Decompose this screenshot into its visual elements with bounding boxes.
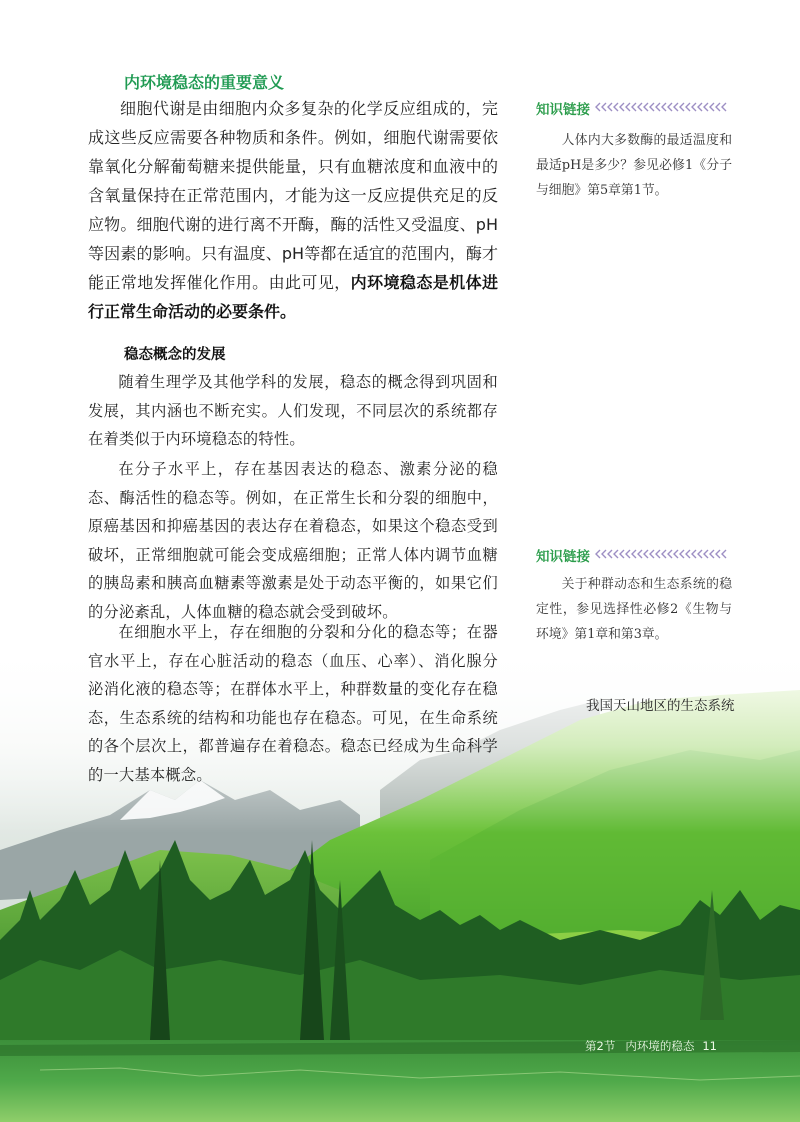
knowledge-link-text: 关于种群动态和生态系统的稳定性，参见选择性必修2《生物与环境》第1章和第3章。 xyxy=(536,577,732,642)
page-number: 11 xyxy=(702,1039,717,1053)
subsection-heading: 稳态概念的发展 xyxy=(124,346,226,363)
knowledge-link-text: 人体内大多数酶的最适温度和最适pH是多少？参见必修1《分子与细胞》第5章第1节。 xyxy=(536,133,732,198)
figure-caption: 我国天山地区的生态系统 xyxy=(586,698,735,714)
knowledge-link-title: 知识链接 xyxy=(536,102,590,118)
chevron-divider-icon xyxy=(594,549,728,559)
paragraph-development-intro: 随着生理学及其他学科的发展，稳态的概念得到巩固和发展，其内涵也不断充实。人们发现，不同层次的系统都存在着类似于内环境稳态的特性。 xyxy=(88,373,498,448)
footer-section: 第2节 xyxy=(585,1039,616,1053)
page-footer xyxy=(585,1038,717,1054)
section-heading: 内环境稳态的重要意义 xyxy=(124,73,285,92)
paragraph-importance xyxy=(88,94,498,326)
paragraph-cell-organ-population-level: 在细胞水平上，存在细胞的分裂和分化的稳态等；在器官水平上，存在心脏活动的稳态（血压、心率）、消化腺分泌消化液的稳态等；在群体水平上，种群数量的变化存在稳态，生态系统的结构和功能也存在稳态。可见，在生命系统的各个层次上，都普遍存在着稳态。稳态已经成为生命科学的一大基本概念。 xyxy=(88,623,498,784)
chevron-divider-icon xyxy=(594,102,728,112)
paragraph-importance-conclusion: 内环境稳态是机体进行正常生命活动的必要条件。 xyxy=(88,273,498,321)
footer-title: 内环境的稳态 xyxy=(625,1039,695,1053)
paragraph-molecular-level: 在分子水平上，存在基因表达的稳态、激素分泌的稳态、酶活性的稳态等。例如，在正常生长和分裂的细胞中，原癌基因和抑癌基因的表达存在着稳态，如果这个稳态受到破坏，正常细胞就可能会变成癌细胞；正常人体内调节血糖的胰岛素和胰高血糖素等激素是处于动态平衡的，如果它们的分泌紊乱，人体血糖的稳态就会受到破坏。 xyxy=(88,460,498,621)
paragraph-importance-text: 细胞代谢是由细胞内众多复杂的化学反应组成的，完成这些反应需要各种物质和条件。例如，细胞代谢需要依靠氧化分解葡萄糖来提供能量，只有血糖浓度和血液中的含氧量保持在正常范围内，才能为这一反应提供充足的反应物。细胞代谢的进行离不开酶，酶的活性又受温度、pH等因素的影响。只有温度、pH等都在适宜的范围内，酶才能正常地发挥催化作用。由此可见， xyxy=(88,99,498,292)
knowledge-link-title: 知识链接 xyxy=(536,549,590,565)
